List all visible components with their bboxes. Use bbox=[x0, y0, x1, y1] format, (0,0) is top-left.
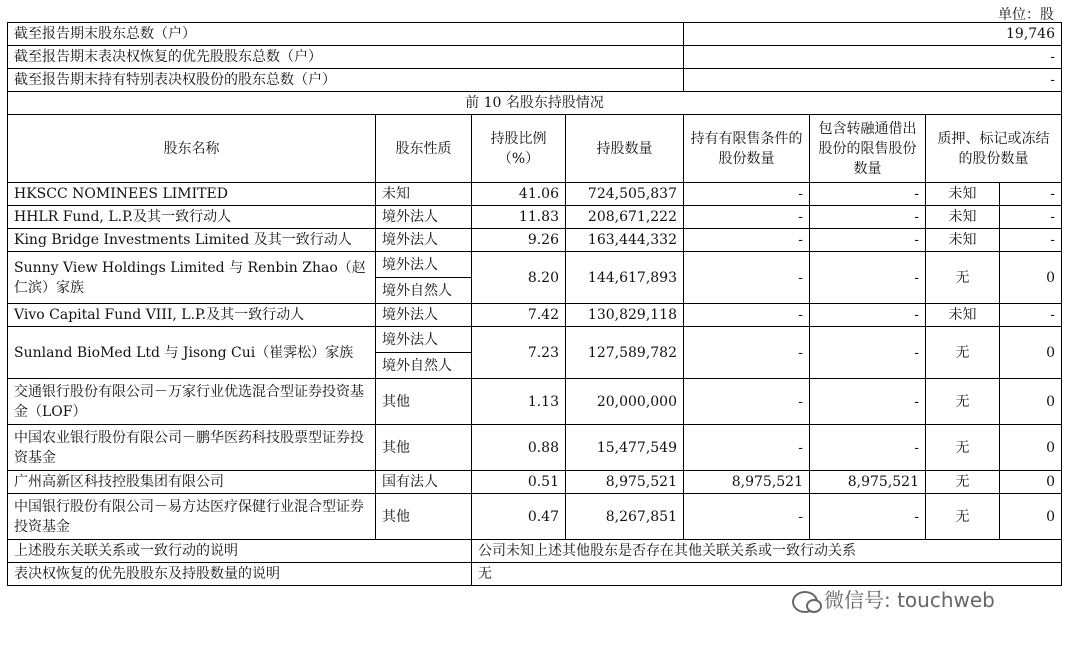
lent-count: 8,975,521 bbox=[810, 471, 926, 494]
note-row bbox=[8, 540, 1062, 563]
shareholder-name: Sunland BioMed Ltd 与 Jisong Cui（崔霁松）家族 bbox=[8, 327, 376, 379]
pledge-status: 无 bbox=[926, 425, 1000, 471]
restricted-count: - bbox=[684, 183, 810, 206]
shareholder-nature: 境外法人 bbox=[376, 229, 472, 252]
pledge-status: 未知 bbox=[926, 304, 1000, 327]
shareholder-name: King Bridge Investments Limited 及其一致行动人 bbox=[8, 229, 376, 252]
share-ratio: 1.13 bbox=[472, 379, 566, 425]
shareholder-name: HKSCC NOMINEES LIMITED bbox=[8, 183, 376, 206]
pledge-count: 0 bbox=[1000, 494, 1062, 540]
shareholder-name: HHLR Fund, L.P.及其一致行动人 bbox=[8, 206, 376, 229]
wechat-icon bbox=[792, 591, 818, 613]
shareholder-name: 广州高新区科技控股集团有限公司 bbox=[8, 471, 376, 494]
pledge-status: 未知 bbox=[926, 183, 1000, 206]
table-row bbox=[8, 183, 1062, 206]
lent-count: - bbox=[810, 379, 926, 425]
share-ratio: 11.83 bbox=[472, 206, 566, 229]
header-ratio: 持股比例（%） bbox=[472, 115, 566, 183]
note-label: 表决权恢复的优先股股东及持股数量的说明 bbox=[8, 563, 472, 586]
summary-label: 截至报告期末股东总数（户） bbox=[8, 23, 684, 46]
header-lent: 包含转融通借出股份的限售股份数量 bbox=[810, 115, 926, 183]
summary-value: 19,746 bbox=[684, 23, 1062, 46]
restricted-count: - bbox=[684, 425, 810, 471]
share-ratio: 0.88 bbox=[472, 425, 566, 471]
pledge-status: 无 bbox=[926, 471, 1000, 494]
table-row bbox=[8, 252, 1062, 278]
summary-row bbox=[8, 46, 1062, 69]
table-row bbox=[8, 304, 1062, 327]
table-row bbox=[8, 494, 1062, 540]
share-count: 127,589,782 bbox=[566, 327, 684, 379]
share-count: 144,617,893 bbox=[566, 252, 684, 304]
summary-value: - bbox=[684, 69, 1062, 92]
table-row bbox=[8, 425, 1062, 471]
summary-row bbox=[8, 23, 1062, 46]
shareholder-nature: 国有法人 bbox=[376, 471, 472, 494]
share-ratio: 7.42 bbox=[472, 304, 566, 327]
pledge-count: 0 bbox=[1000, 252, 1062, 304]
share-count: 208,671,222 bbox=[566, 206, 684, 229]
shareholder-nature: 境外法人 bbox=[376, 304, 472, 327]
share-ratio: 0.51 bbox=[472, 471, 566, 494]
pledge-count: - bbox=[1000, 304, 1062, 327]
shareholder-table bbox=[7, 22, 1062, 586]
shareholder-name: Vivo Capital Fund VIII, L.P.及其一致行动人 bbox=[8, 304, 376, 327]
lent-count: - bbox=[810, 494, 926, 540]
share-count: 8,267,851 bbox=[566, 494, 684, 540]
share-count: 15,477,549 bbox=[566, 425, 684, 471]
pledge-status: 未知 bbox=[926, 229, 1000, 252]
restricted-count: - bbox=[684, 206, 810, 229]
summary-row bbox=[8, 69, 1062, 92]
share-ratio: 8.20 bbox=[472, 252, 566, 304]
header-name: 股东名称 bbox=[8, 115, 376, 183]
lent-count: - bbox=[810, 252, 926, 304]
section-title: 前 10 名股东持股情况 bbox=[8, 92, 1062, 115]
shareholder-nature: 其他 bbox=[376, 494, 472, 540]
pledge-count: 0 bbox=[1000, 379, 1062, 425]
shareholder-nature: 境外自然人 bbox=[376, 278, 472, 304]
pledge-status: 无 bbox=[926, 252, 1000, 304]
summary-label: 截至报告期末持有特别表决权股份的股东总数（户） bbox=[8, 69, 684, 92]
shareholder-nature: 境外法人 bbox=[376, 252, 472, 278]
pledge-status: 无 bbox=[926, 379, 1000, 425]
pledge-count: - bbox=[1000, 183, 1062, 206]
restricted-count: - bbox=[684, 379, 810, 425]
header-count: 持股数量 bbox=[566, 115, 684, 183]
pledge-count: 0 bbox=[1000, 425, 1062, 471]
summary-label: 截至报告期末表决权恢复的优先股股东总数（户） bbox=[8, 46, 684, 69]
share-ratio: 41.06 bbox=[472, 183, 566, 206]
shareholder-nature: 其他 bbox=[376, 425, 472, 471]
pledge-status: 未知 bbox=[926, 206, 1000, 229]
shareholder-name: 交通银行股份有限公司－万家行业优选混合型证券投资基金（LOF） bbox=[8, 379, 376, 425]
unit-label: 单位：股 bbox=[998, 7, 1054, 23]
note-label: 上述股东关联关系或一致行动的说明 bbox=[8, 540, 472, 563]
lent-count: - bbox=[810, 327, 926, 379]
shareholder-nature: 其他 bbox=[376, 379, 472, 425]
lent-count: - bbox=[810, 206, 926, 229]
share-count: 130,829,118 bbox=[566, 304, 684, 327]
share-count: 724,505,837 bbox=[566, 183, 684, 206]
lent-count: - bbox=[810, 425, 926, 471]
share-count: 8,975,521 bbox=[566, 471, 684, 494]
table-row bbox=[8, 206, 1062, 229]
note-value: 无 bbox=[472, 563, 1062, 586]
header-row bbox=[8, 115, 1062, 183]
restricted-count: 8,975,521 bbox=[684, 471, 810, 494]
pledge-status: 无 bbox=[926, 327, 1000, 379]
shareholder-nature: 境外法人 bbox=[376, 206, 472, 229]
lent-count: - bbox=[810, 229, 926, 252]
table-row bbox=[8, 229, 1062, 252]
shareholder-nature: 未知 bbox=[376, 183, 472, 206]
shareholder-nature: 境外法人 bbox=[376, 327, 472, 353]
share-count: 163,444,332 bbox=[566, 229, 684, 252]
restricted-count: - bbox=[684, 494, 810, 540]
table-row bbox=[8, 379, 1062, 425]
shareholder-name: 中国银行股份有限公司－易方达医疗保健行业混合型证券投资基金 bbox=[8, 494, 376, 540]
header-restricted: 持有有限售条件的股份数量 bbox=[684, 115, 810, 183]
table-row bbox=[8, 471, 1062, 494]
share-ratio: 0.47 bbox=[472, 494, 566, 540]
shareholder-nature: 境外自然人 bbox=[376, 353, 472, 379]
restricted-count: - bbox=[684, 229, 810, 252]
pledge-count: - bbox=[1000, 229, 1062, 252]
share-count: 20,000,000 bbox=[566, 379, 684, 425]
restricted-count: - bbox=[684, 252, 810, 304]
table-row bbox=[8, 327, 1062, 353]
lent-count: - bbox=[810, 183, 926, 206]
lent-count: - bbox=[810, 304, 926, 327]
pledge-count: - bbox=[1000, 206, 1062, 229]
summary-value: - bbox=[684, 46, 1062, 69]
pledge-status: 无 bbox=[926, 494, 1000, 540]
note-row bbox=[8, 563, 1062, 586]
pledge-count: 0 bbox=[1000, 327, 1062, 379]
shareholder-name: 中国农业银行股份有限公司－鹏华医药科技股票型证券投资基金 bbox=[8, 425, 376, 471]
section-title-row bbox=[8, 92, 1062, 115]
watermark-text: 微信号: touchweb bbox=[824, 588, 995, 612]
restricted-count: - bbox=[684, 327, 810, 379]
shareholder-name: Sunny View Holdings Limited 与 Renbin Zhao（赵仁滨）家族 bbox=[8, 252, 376, 304]
pledge-count: 0 bbox=[1000, 471, 1062, 494]
header-pledge: 质押、标记或冻结的股份数量 bbox=[926, 115, 1062, 183]
share-ratio: 9.26 bbox=[472, 229, 566, 252]
header-nature: 股东性质 bbox=[376, 115, 472, 183]
watermark bbox=[792, 584, 995, 613]
restricted-count: - bbox=[684, 304, 810, 327]
note-value: 公司未知上述其他股东是否存在其他关联关系或一致行动关系 bbox=[472, 540, 1062, 563]
share-ratio: 7.23 bbox=[472, 327, 566, 379]
